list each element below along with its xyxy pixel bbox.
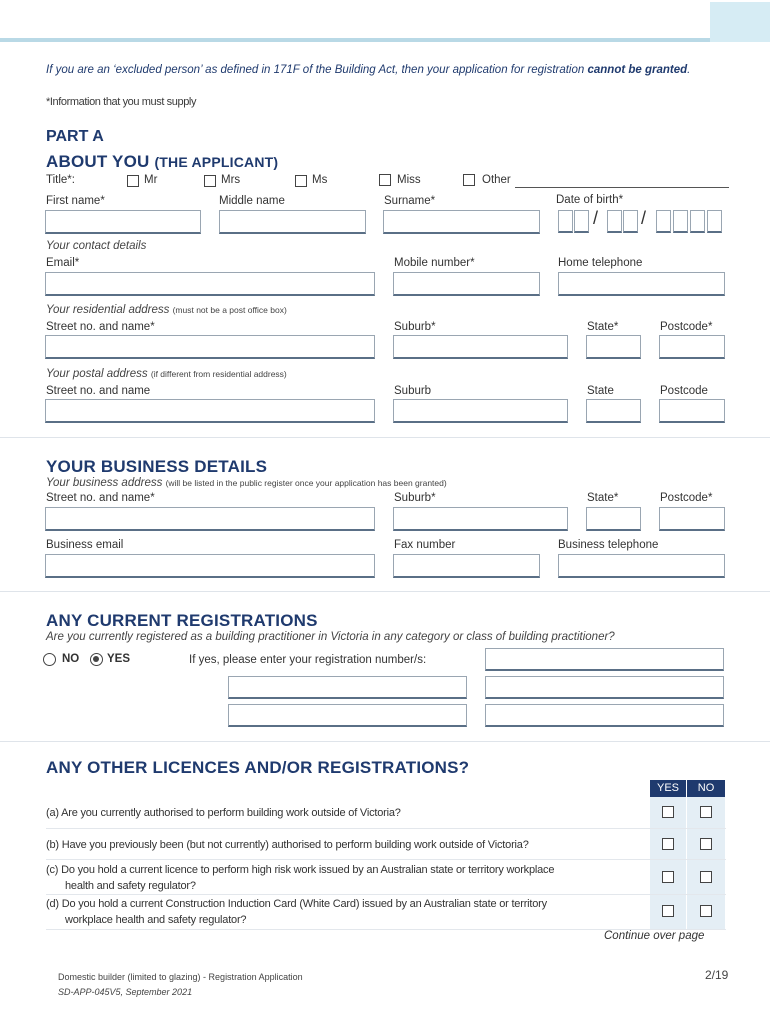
yes-column-header: YES [650, 780, 686, 797]
section-heading-business: YOUR BUSINESS DETAILS [46, 457, 268, 476]
header-corner-block [710, 2, 770, 42]
registered-no-label: NO [62, 653, 80, 665]
title-mr-checkbox[interactable] [127, 175, 139, 187]
res-suburb-label: Suburb* [394, 321, 436, 333]
registration-number-field-2[interactable] [228, 676, 467, 699]
dob-month-1[interactable] [607, 210, 622, 233]
dob-separator: / [593, 208, 599, 228]
dob-year-3[interactable] [690, 210, 705, 233]
title-mrs-checkbox[interactable] [204, 175, 216, 187]
res-state-label: State* [587, 321, 619, 333]
section-divider [0, 741, 770, 742]
postal-address-caption: Your postal address (if different from residential address) [46, 368, 287, 380]
no-column-header: NO [687, 780, 725, 797]
title-mr-label: Mr [144, 174, 158, 186]
title-miss-checkbox[interactable] [379, 174, 391, 186]
question-d-no-checkbox[interactable] [700, 905, 712, 917]
mobile-field[interactable] [393, 272, 540, 296]
middle-name-field[interactable] [219, 210, 366, 234]
section-heading-about-you: ABOUT YOU (THE APPLICANT) [46, 152, 279, 171]
question-b-no-checkbox[interactable] [700, 838, 712, 850]
fax-label: Fax number [394, 539, 456, 551]
dob-year-4[interactable] [707, 210, 722, 233]
question-b-yes-checkbox[interactable] [662, 838, 674, 850]
surname-label: Surname* [384, 195, 436, 207]
business-email-field[interactable] [45, 554, 375, 578]
mobile-label: Mobile number* [394, 257, 475, 269]
registered-yes-label: YES [107, 653, 131, 665]
dob-day-1[interactable] [558, 210, 573, 233]
registered-no-radio[interactable] [43, 653, 56, 666]
section-divider [0, 437, 770, 438]
first-name-label: First name* [46, 195, 105, 207]
dob-day-2[interactable] [574, 210, 589, 233]
title-miss-label: Miss [397, 174, 421, 186]
residential-address-caption: Your residential address (must not be a post office box) [46, 304, 287, 316]
business-telephone-field[interactable] [558, 554, 725, 578]
business-state-field[interactable] [586, 507, 641, 531]
postal-state-label: State [587, 385, 614, 397]
business-state-label: State* [587, 492, 619, 504]
email-label: Email* [46, 257, 80, 269]
part-label: PART A [46, 128, 104, 145]
postal-suburb-label: Suburb [394, 385, 432, 397]
business-street-field[interactable] [45, 507, 375, 531]
first-name-field[interactable] [45, 210, 201, 234]
registration-number-field-1[interactable] [485, 648, 724, 671]
registration-number-field-5[interactable] [485, 704, 724, 727]
business-suburb-label: Suburb* [394, 492, 436, 504]
section-heading-registrations: ANY CURRENT REGISTRATIONS [46, 611, 318, 630]
fax-field[interactable] [393, 554, 540, 578]
business-email-label: Business email [46, 539, 124, 551]
dob-separator: / [641, 208, 647, 228]
title-mrs-label: Mrs [221, 174, 241, 186]
dob-month-2[interactable] [623, 210, 638, 233]
postal-street-label: Street no. and name [46, 385, 151, 397]
dob-year-1[interactable] [656, 210, 671, 233]
continue-note: Continue over page [604, 930, 705, 942]
dob-year-2[interactable] [673, 210, 688, 233]
business-suburb-field[interactable] [393, 507, 568, 531]
postal-postcode-label: Postcode [660, 385, 708, 397]
business-postcode-field[interactable] [659, 507, 725, 531]
question-c-yes-checkbox[interactable] [662, 871, 674, 883]
question-d-yes-checkbox[interactable] [662, 905, 674, 917]
excluded-person-notice: If you are an ‘excluded person’ as defined in 171F of the Building Act, then your application for registration cannot be granted. [46, 64, 691, 76]
question-a-yes-checkbox[interactable] [662, 806, 674, 818]
question-divider [46, 859, 726, 860]
page-number: 2/19 [705, 968, 729, 982]
required-info-note: *Information that you must supply [46, 96, 197, 108]
surname-field[interactable] [383, 210, 540, 234]
question-c: (c) Do you hold a current licence to perform high risk work issued by an Australian state or territory workplace health and safety regulator? [46, 864, 555, 892]
postal-suburb-field[interactable] [393, 399, 568, 423]
question-c-no-checkbox[interactable] [700, 871, 712, 883]
res-street-field[interactable] [45, 335, 375, 359]
title-ms-label: Ms [312, 174, 328, 186]
middle-name-label: Middle name [219, 195, 285, 207]
title-label: Title*: [46, 174, 75, 186]
title-other-checkbox[interactable] [463, 174, 475, 186]
res-suburb-field[interactable] [393, 335, 568, 359]
business-telephone-label: Business telephone [558, 539, 659, 551]
question-a-no-checkbox[interactable] [700, 806, 712, 818]
question-divider [46, 894, 726, 895]
header-bar [0, 38, 710, 42]
section-heading-other-licences: ANY OTHER LICENCES AND/OR REGISTRATIONS? [46, 758, 470, 777]
title-ms-checkbox[interactable] [295, 175, 307, 187]
registration-number-field-4[interactable] [228, 704, 467, 727]
contact-details-caption: Your contact details [46, 240, 147, 252]
home-telephone-field[interactable] [558, 272, 725, 296]
postal-state-field[interactable] [586, 399, 641, 423]
document-code: SD-APP-045V5, September 2021 [58, 987, 193, 997]
dob-label: Date of birth* [556, 194, 624, 206]
question-b: (b) Have you previously been (but not currently) authorised to perform building work outside of Victoria? [46, 839, 529, 851]
res-street-label: Street no. and name* [46, 321, 155, 333]
postal-postcode-field[interactable] [659, 399, 725, 423]
section-divider [0, 591, 770, 592]
title-other-line[interactable] [515, 187, 729, 188]
registration-number-prompt: If yes, please enter your registration number/s: [189, 654, 427, 666]
question-d: (d) Do you hold a current Construction Induction Card (White Card) issued by an Australian state or territory workplace health and safety regulator? [46, 898, 547, 926]
business-address-caption: Your business address (will be listed in the public register once your application has been granted) [46, 477, 447, 489]
title-other-label: Other [482, 174, 511, 186]
res-state-field[interactable] [586, 335, 641, 359]
registration-number-field-3[interactable] [485, 676, 724, 699]
res-postcode-label: Postcode* [660, 321, 713, 333]
postal-street-field[interactable] [45, 399, 375, 423]
home-telephone-label: Home telephone [558, 257, 643, 269]
question-divider [46, 828, 726, 829]
res-postcode-field[interactable] [659, 335, 725, 359]
business-street-label: Street no. and name* [46, 492, 155, 504]
registration-question: Are you currently registered as a building practitioner in Victoria in any category or class of building practitioner? [46, 631, 615, 643]
document-title: Domestic builder (limited to glazing) - Registration Application [58, 972, 303, 982]
email-field[interactable] [45, 272, 375, 296]
business-postcode-label: Postcode* [660, 492, 713, 504]
registered-yes-radio[interactable] [90, 653, 103, 666]
question-a: (a) Are you currently authorised to perform building work outside of Victoria? [46, 807, 401, 819]
